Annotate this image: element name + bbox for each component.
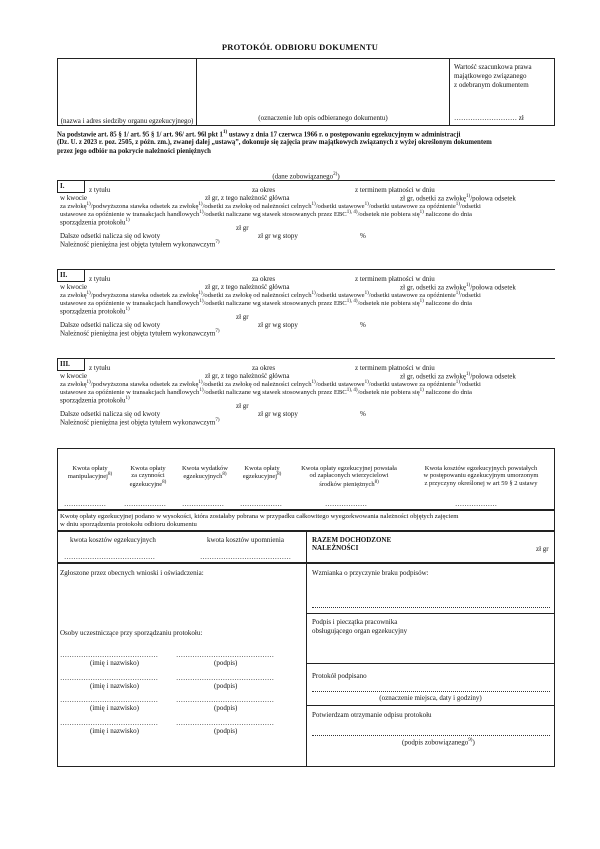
requests-field[interactable] [60,580,300,620]
participants-label: Osoby uczestniczące przy sporządzaniu protokołu: [60,629,203,637]
section-1-termin: z terminem płatności w dniu [355,186,435,194]
page-title: PROTOKÓŁ ODBIORU DOKUMENTU [221,42,379,52]
section-1-stopy: zł gr wg stopy [258,232,298,240]
section-3-dalsze: Dalsze odsetki nalicza się od kwoty [60,410,161,418]
section-2-number: II. [60,271,68,279]
section-1-zl-gr: zł gr [236,224,249,232]
section-1-naleznosc: zł gr, z tego należność główna [205,194,290,202]
value-label-3: z odebranym dokumentem [454,81,529,89]
section-1-number: I. [60,182,65,190]
section-1-w-kwocie: w kwocie [60,194,88,202]
section-1-line4: ustawowe za opóźnienie w transakcjach handlowych$^{1)}$/odsetki naliczane wg stawek stosowanych przez $EBC^{1), 4)}$/odsetek nie pobiera się$^{1)}$ naliczone do dnia [60,210,472,219]
participant-name-dots-2[interactable]: …………………………………… [60,674,158,682]
costs-field-1[interactable]: ………………………………… [64,553,155,561]
document-label: (oznaczenie lub opis odbieranego dokumentu) [258,114,388,122]
total-unit: zł gr [536,545,549,553]
section-2-stopy: zł gr wg stopy [258,321,298,329]
section-2-box [57,269,555,355]
participant-name-dots-3[interactable]: …………………………………… [60,696,158,704]
section-1-line5: sporządzenia protokołu$^{1)}$ [60,218,130,227]
note-text-2: w dniu sporządzenia protokołu odbioru dokumentu [60,521,197,528]
section-3-termin: z terminem płatności w dniu [355,364,435,372]
section-2-w-kwocie: w kwocie [60,283,88,291]
signed-label: Protokół podpisano [312,672,367,680]
section-1-tytul-wyk: Należność pieniężna jest objęta tytułem wykonawczym$^{7)}$ [60,240,220,249]
note-text-1: Kwotę opłaty egzekucyjnej podano w wysokości, która zostałaby pobrana w przypadku całkowitego wyegzekwowania należności objętych zajęciem [60,513,459,520]
participant-sign-dots-2[interactable]: …………………………………… [176,674,274,682]
fee-wydatki: Kwota wydatków egzekucyjnych$^{8)}$ [181,465,229,481]
section-3-line3: za zwłokę$^{1)}$/podwyższona stawka odsetek za zwłokę$^{1)}$/odsetki za zwłokę od należności celnych$^{1)}$/odsetki ustawowe$^{1)}$/odsetki ustawowe za opóźnienie$^{1)}$/odsetki [60,380,481,389]
section-1-odsetki: zł gr, odsetki za zwłokę$^{1)}$/połowa odsetek [400,194,516,203]
total-label-2: NALEŻNOŚCI [312,544,359,552]
participant-sign-dots-4[interactable]: …………………………………… [176,719,274,727]
participant-name-dots-1[interactable]: …………………………………… [60,651,158,659]
sign-label-1: (podpis) [214,659,238,667]
section-2-naleznosc: zł gr, z tego należność główna [205,283,290,291]
sign-label-3: (podpis) [214,704,238,712]
worker-sign-label-1: Podpis i pieczątka pracownika [312,618,398,626]
section-2-line5: sporządzenia protokołu$^{1)}$ [60,307,130,316]
section-2-percent: % [360,321,366,329]
refusal-field[interactable] [312,580,550,604]
requests-label: Zgłoszone przez obecnych wnioski i oświadczenia: [60,569,204,577]
legal-basis-line1: Na podstawie art. 85 § 1/ art. 95 § 1/ art. 96/ art. 96l pkt 1 [57,131,223,139]
section-1-dalsze: Dalsze odsetki nalicza się od kwoty [60,232,161,240]
value-label-1: Wartość szacunkowa prawa [454,63,532,71]
section-3-line4: ustawowe za opóźnienie w transakcjach handlowych$^{1)}$/odsetki naliczane wg stawek stosowanych przez $EBC^{1), 4)}$/odsetek nie pobiera się$^{1)}$ naliczone do dnia [60,388,472,397]
legal-basis-line3: przez jego odbiór na pokrycie należności pieniężnych [57,148,211,155]
section-1-percent: % [360,232,366,240]
fee-srodki: Kwota opłaty egzekucyjnej powstała od zapłaconych wierzycielowi środków pieniężnych$^{8)}$ [301,465,397,489]
fee-umorzone: Kwota kosztów egzekucyjnych powstałych w postępowaniu egzekucyjnym umorzonym z przyczyny określonej w art 59 § 2 ustawy [423,465,539,487]
legal-basis [57,130,555,139]
section-3-za-okres: za okres [252,364,276,372]
section-2-line4: ustawowe za opóźnienie w transakcjach handlowych$^{1)}$/odsetki naliczane wg stawek stosowanych przez $EBC^{1), 4)}$/odsetek nie pobiera się$^{1)}$ naliczone do dnia [60,299,472,308]
document-field[interactable] [200,64,445,110]
name-label-1: (imię i nazwisko) [90,659,139,667]
participant-name-dots-4[interactable]: …………………………………… [60,719,158,727]
section-2-termin: z terminem płatności w dniu [355,275,435,283]
section-1-line3: za zwłokę$^{1)}$/podwyższona stawka odsetek za zwłokę$^{1)}$/odsetki za zwłokę od należności celnych$^{1)}$/odsetki ustawowe$^{1)}$/odsetki ustawowe za opóźnienie$^{1)}$/odsetki [60,202,481,211]
fee-dots-2[interactable]: ……………… [124,500,166,508]
section-1-za-okres: za okres [252,186,276,194]
section-3-stopy: zł gr wg stopy [258,410,298,418]
fee-dots-5[interactable]: ……………… [325,500,367,508]
section-1-box [57,180,555,266]
participant-sign-dots-3[interactable]: …………………………………… [176,696,274,704]
obligor-field[interactable] [57,157,555,169]
section-2-za-okres: za okres [252,275,276,283]
fee-dots-4[interactable]: ……………… [240,500,282,508]
fee-manipulacyjna: Kwota opłaty manipulacyjnej$^{8)}$ [67,465,113,481]
costs-label-2: kwota kosztów upomnienia [207,536,284,544]
total-label-1: RAZEM DOCHODZONE [312,536,392,544]
section-3-line5: sporządzenia protokołu$^{1)}$ [60,396,130,405]
fee-dots-6[interactable]: ……………… [455,500,497,508]
participant-sign-dots-1[interactable]: …………………………………… [176,651,274,659]
fee-dots-3[interactable]: ……………… [182,500,224,508]
obligor-label: (dane zobowiązanego$^{2)}$) [272,172,340,181]
section-2-zl-gr: zł gr [236,313,249,321]
section-3-naleznosc: zł gr, z tego należność główna [205,372,290,380]
section-2-line3: za zwłokę$^{1)}$/podwyższona stawka odsetek za zwłokę$^{1)}$/odsetki za zwłokę od należności celnych$^{1)}$/odsetki ustawowe$^{1)}$/odsetki ustawowe za opóźnienie$^{1)}$/odsetki [60,291,481,300]
costs-field-2[interactable]: ………………………………… [200,553,291,561]
sign-label-4: (podpis) [214,727,238,735]
confirm-label: Potwierdzam otrzymanie odpisu protokołu [312,711,432,719]
worker-sign-field[interactable] [420,618,550,658]
costs-label-1: kwota kosztów egzekucyjnych [70,536,156,544]
legal-basis-line2: (Dz. U. z 2023 r. poz. 2505, z późn. zm.), zwanej dalej „ustawą”, dokonuje się zajęcia praw majątkowych związanych z wyżej określonym dokumentem [57,139,492,146]
name-label-2: (imię i nazwisko) [90,682,139,690]
refusal-label: Wzmianka o przyczynie braku podpisów: [312,569,429,577]
value-field[interactable]: ……………………… zł [454,114,524,122]
section-1-z-tytulu: z tytułu [89,186,111,194]
section-3-zl-gr: zł gr [236,402,249,410]
fee-czynnosci: Kwota opłaty za czynności egzekucyjne$^{8)}$ [129,465,167,489]
legal-basis-sup: 1) [222,130,228,135]
place-label: (oznaczenie miejsca, daty i godziny) [379,694,482,702]
section-3-w-kwocie: w kwocie [60,372,88,380]
organ-field[interactable] [60,64,192,112]
value-label-2: majątkowego związanego [454,72,527,80]
organ-label: (nazwa i adres siedziby organu egzekucyjnego) [60,117,194,125]
section-3-percent: % [360,410,366,418]
section-3-z-tytulu: z tytułu [89,364,111,372]
worker-sign-label-2: obsługującego organ egzekucyjny [312,627,408,635]
sign-label-2: (podpis) [214,682,238,690]
section-2-dalsze: Dalsze odsetki nalicza się od kwoty [60,321,161,329]
fee-dots-1[interactable]: ……………… [64,500,106,508]
section-3-number: III. [60,360,70,368]
legal-basis-line1b: ustawy z dnia 17 czerwca 1966 r. o postępowaniu egzekucyjnym w administracji [227,131,461,139]
name-label-3: (imię i nazwisko) [90,704,139,712]
section-2-z-tytulu: z tytułu [89,275,111,283]
obligor-sign-label: (podpis zobowiązanego$^{9)}$) [402,738,475,747]
section-2-tytul-wyk: Należność pieniężna jest objęta tytułem wykonawczym$^{7)}$ [60,329,220,338]
section-3-tytul-wyk: Należność pieniężna jest objęta tytułem wykonawczym$^{7)}$ [60,418,220,427]
section-3-odsetki: zł gr, odsetki za zwłokę$^{1)}$/połowa odsetek [400,372,516,381]
name-label-4: (imię i nazwisko) [90,727,139,735]
section-2-odsetki: zł gr, odsetki za zwłokę$^{1)}$/połowa odsetek [400,283,516,292]
fee-egzekucyjna: Kwota opłaty egzekucyjnej$^{8)}$ [242,465,282,481]
